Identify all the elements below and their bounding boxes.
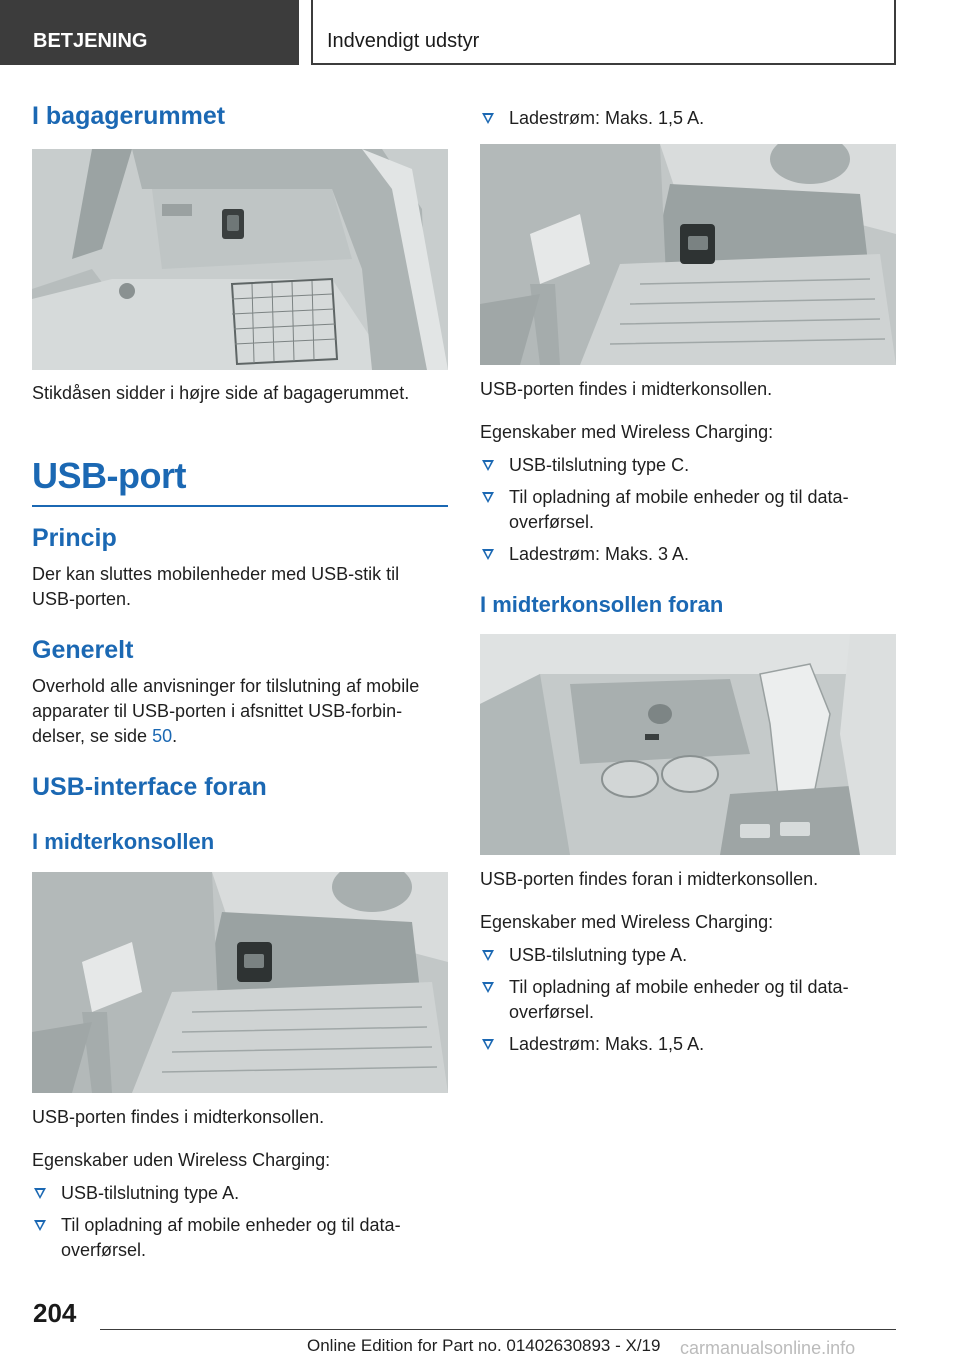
console2-illustration bbox=[480, 144, 896, 365]
bullet-triangle-icon bbox=[34, 1220, 46, 1231]
trunk-heading: I bagagerummet bbox=[32, 102, 226, 130]
trunk-caption: Stikdåsen sidder i højre side af bagagerummet. bbox=[32, 383, 410, 403]
page-number: 204 bbox=[33, 1298, 77, 1328]
list-item bbox=[480, 1032, 896, 1057]
bullet-triangle-icon bbox=[34, 1188, 46, 1199]
watermark: carmanualsonline.info bbox=[680, 1338, 856, 1358]
principle-heading: Princip bbox=[32, 524, 117, 552]
usb-section-title bbox=[32, 455, 448, 507]
list-item bbox=[32, 1181, 448, 1206]
general-text-end: . bbox=[172, 726, 178, 746]
bullet-triangle-icon bbox=[482, 460, 494, 471]
list-item bbox=[32, 1213, 448, 1263]
bullet-triangle-icon bbox=[482, 982, 494, 993]
console-props: Egenskaber uden Wireless Charging: bbox=[32, 1150, 331, 1170]
edition-text: Online Edition for Part no. 01402630893 - X/19 bbox=[307, 1336, 661, 1355]
console2-caption: USB-porten findes i midterkonsollen. bbox=[480, 379, 773, 399]
list-item-text: Til opladning af mobile enheder og til dataoverførsel. bbox=[61, 1215, 401, 1260]
front-console-heading: I midterkonsollen foran bbox=[480, 592, 724, 617]
list-item bbox=[480, 485, 880, 535]
general-text bbox=[32, 674, 448, 749]
page-ref-link[interactable]: 50 bbox=[152, 726, 173, 746]
footer-rule bbox=[100, 1329, 896, 1330]
list-item-text: Ladestrøm: Maks. 1,5 A. bbox=[509, 108, 705, 128]
list-item-text: Ladestrøm: Maks. 3 A. bbox=[509, 544, 690, 564]
bullet-triangle-icon bbox=[482, 950, 494, 961]
header-gap bbox=[299, 0, 311, 65]
section-title: BETJENING bbox=[33, 30, 148, 52]
general-heading: Generelt bbox=[32, 636, 134, 664]
usb-heading-rule bbox=[32, 505, 448, 507]
trunk-illustration bbox=[32, 149, 448, 370]
list-item bbox=[480, 943, 896, 968]
bullet-triangle-icon bbox=[482, 113, 494, 124]
list-item bbox=[480, 453, 896, 478]
general-text-part: Overhold alle anvisninger for tilslutning af mobile apparater til USB-porten i afsnittet USB-forbindelser, se side bbox=[32, 676, 420, 746]
chapter-tab bbox=[311, 0, 896, 65]
console-illustration bbox=[32, 872, 448, 1093]
bullet-triangle-icon bbox=[482, 492, 494, 503]
section-tab bbox=[0, 0, 299, 65]
front-interface-heading: USB-interface foran bbox=[32, 773, 267, 801]
console-bullet-list bbox=[32, 1181, 448, 1263]
principle-text: Der kan sluttes mobilenheder med USB-stik til USB-porten. bbox=[32, 564, 400, 609]
bullet-triangle-icon bbox=[482, 1039, 494, 1050]
list-item-text: USB-tilslutning type C. bbox=[509, 455, 690, 475]
list-item-text: USB-tilslutning type A. bbox=[61, 1183, 240, 1203]
list-item-text: Ladestrøm: Maks. 1,5 A. bbox=[509, 1034, 705, 1054]
front-caption: USB-porten findes foran i midterkonsollen. bbox=[480, 869, 819, 889]
console-heading: I midterkonsollen bbox=[32, 829, 215, 854]
list-item-text: Til opladning af mobile enheder og til dataoverførsel. bbox=[509, 487, 849, 532]
list-item bbox=[480, 542, 896, 567]
list-item bbox=[480, 975, 880, 1025]
chapter-title: Indvendigt udstyr bbox=[327, 30, 480, 52]
bullet-triangle-icon bbox=[482, 549, 494, 560]
console-caption: USB-porten findes i midterkonsollen. bbox=[32, 1107, 325, 1127]
front-bullet-list bbox=[480, 943, 896, 1057]
console2-props: Egenskaber med Wireless Charging: bbox=[480, 422, 774, 442]
usb-heading: USB-port bbox=[32, 455, 186, 496]
list-item bbox=[480, 106, 896, 131]
front-props: Egenskaber med Wireless Charging: bbox=[480, 912, 774, 932]
console2-bullet-list bbox=[480, 453, 896, 567]
list-item-text: Til opladning af mobile enheder og til dataoverførsel. bbox=[509, 977, 849, 1022]
list-item-text: USB-tilslutning type A. bbox=[509, 945, 688, 965]
front-console-illustration bbox=[480, 634, 896, 855]
